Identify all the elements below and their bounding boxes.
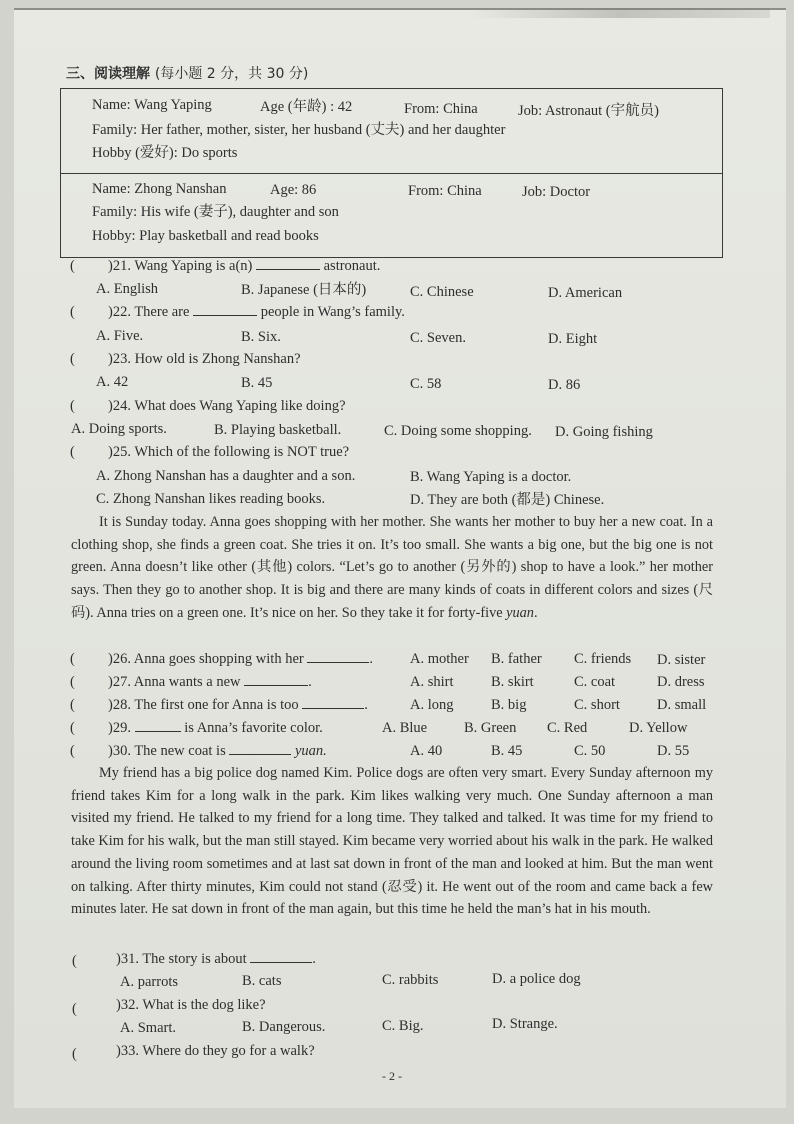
- profile-2-name: Name: Zhong Nanshan: [92, 181, 227, 197]
- q21-stem-text-end: astronaut.: [323, 258, 381, 274]
- q22-answer-paren[interactable]: (: [70, 304, 75, 320]
- q22-option-d[interactable]: D. Eight: [548, 331, 598, 347]
- section-title: 三、阅读理解: [66, 66, 150, 82]
- profile-1-family: Family: Her father, mother, sister, her husband (丈夫) and her daughter: [92, 122, 506, 138]
- q21-stem: [108, 256, 380, 276]
- passage-1-end: .: [533, 604, 538, 621]
- q29-option-c[interactable]: C. Red: [547, 720, 588, 736]
- q28-stem-end: .: [364, 697, 368, 713]
- q28-option-c[interactable]: C. short: [574, 697, 620, 713]
- reading-passage-1: [71, 511, 713, 625]
- q31-blank[interactable]: [250, 949, 312, 963]
- q25-option-d[interactable]: D. They are both (都是) Chinese.: [410, 492, 605, 508]
- q31-option-b[interactable]: B. cats: [242, 973, 282, 989]
- passage-2-paragraph: My friend has a big police dog named Kim. Police dogs are often very smart. Every Sunday afternoon my friend takes Kim for a long walk in the park. Kim likes walking very much. One Sunday afternoon a man visited my friend. He talked to my friend for a long time. They talked and talked. It was time for my friend to take Kim for his walk, but the man still stayed. Kim became very worried about his walk in the park. He walked around the living room sometimes and at last sat down in front of the man and looked at him. But the man went on talking. After thirty minutes, Kim could not stand (忍受) it. He went out of the room and came back a few minutes later. He sat down in front of the man again, but this time he held the man’s hat in his mouth.: [71, 765, 713, 918]
- q27-stem-end: .: [308, 674, 312, 690]
- q30-option-c[interactable]: C. 50: [574, 743, 606, 759]
- profile-1-job: Job: Astronaut (宇航员): [518, 103, 659, 119]
- q26-answer-paren[interactable]: (: [70, 651, 75, 667]
- q24-option-d[interactable]: D. Going fishing: [555, 424, 653, 440]
- q30-blank[interactable]: [229, 741, 291, 755]
- q26-stem-text: )26. Anna goes shopping with her: [108, 651, 304, 667]
- section-note: (每小题 2 分，共 30 分): [154, 66, 309, 82]
- q32-option-d[interactable]: D. Strange.: [492, 1016, 558, 1032]
- q24-option-c[interactable]: C. Doing some shopping.: [384, 423, 532, 439]
- q22-blank[interactable]: [193, 302, 257, 316]
- profile-1-name: Name: Wang Yaping: [92, 97, 212, 113]
- q23-stem: )23. How old is Zhong Nanshan?: [108, 351, 301, 367]
- q32-answer-paren[interactable]: (: [72, 1001, 77, 1017]
- q30-option-a[interactable]: A. 40: [410, 743, 443, 759]
- q33-answer-paren[interactable]: (: [72, 1046, 77, 1062]
- q25-answer-paren[interactable]: (: [70, 444, 75, 460]
- q30-answer-paren[interactable]: (: [70, 743, 75, 759]
- q27-option-b[interactable]: B. skirt: [491, 674, 534, 690]
- q26-option-c[interactable]: C. friends: [574, 651, 632, 667]
- q25-option-c[interactable]: C. Zhong Nanshan likes reading books.: [96, 491, 326, 507]
- q30-stem-text: )30. The new coat is: [108, 743, 226, 759]
- q25-option-a[interactable]: A. Zhong Nanshan has a daughter and a son.: [96, 468, 356, 484]
- q24-stem: )24. What does Wang Yaping like doing?: [108, 398, 346, 414]
- profile-2-from: From: China: [408, 183, 482, 199]
- q26-stem-end: .: [369, 651, 373, 667]
- q30-stem: [108, 741, 327, 761]
- q29-option-b[interactable]: B. Green: [464, 720, 517, 736]
- q32-option-b[interactable]: B. Dangerous.: [242, 1019, 326, 1035]
- q23-option-c[interactable]: C. 58: [410, 376, 442, 392]
- q22-option-c[interactable]: C. Seven.: [410, 330, 466, 346]
- q30-option-d[interactable]: D. 55: [657, 743, 690, 759]
- q31-option-d[interactable]: D. a police dog: [492, 971, 581, 987]
- q27-blank[interactable]: [244, 672, 308, 686]
- q21-option-c[interactable]: C. Chinese: [410, 284, 474, 300]
- q28-stem: [108, 695, 368, 715]
- q29-blank[interactable]: [135, 718, 181, 732]
- q26-option-d[interactable]: D. sister: [657, 652, 706, 668]
- q31-stem-text: )31. The story is about: [116, 951, 247, 967]
- q27-answer-paren[interactable]: (: [70, 674, 75, 690]
- profile-1-from: From: China: [404, 101, 478, 117]
- q28-stem-text: )28. The first one for Anna is too: [108, 697, 299, 713]
- q21-answer-paren[interactable]: (: [70, 258, 75, 274]
- reading-passage-2: [71, 762, 713, 921]
- q22-option-b[interactable]: B. Six.: [241, 329, 281, 345]
- q28-blank[interactable]: [302, 695, 364, 709]
- q27-stem-text: )27. Anna wants a new: [108, 674, 241, 690]
- q27-option-d[interactable]: D. dress: [657, 674, 705, 690]
- profile-1-hobby: Hobby (爱好): Do sports: [92, 145, 238, 161]
- section-heading: [66, 64, 308, 84]
- profile-2-family: Family: His wife (妻子), daughter and son: [92, 204, 339, 220]
- profile-2-hobby: Hobby: Play basketball and read books: [92, 228, 319, 244]
- q23-option-d[interactable]: D. 86: [548, 377, 581, 393]
- passage-1-currency: yuan: [506, 604, 534, 621]
- q29-stem-text: )29.: [108, 720, 131, 736]
- q27-option-a[interactable]: A. shirt: [410, 674, 454, 690]
- profile-divider: [61, 173, 722, 174]
- profile-2-job: Job: Doctor: [522, 184, 591, 200]
- q27-option-c[interactable]: C. coat: [574, 674, 616, 690]
- q24-answer-paren[interactable]: (: [70, 398, 75, 414]
- q22-stem-text-end: people in Wang’s family.: [260, 304, 405, 320]
- q21-option-d[interactable]: D. American: [548, 285, 623, 301]
- q26-option-b[interactable]: B. father: [491, 651, 542, 667]
- profile-1-age: Age (年龄) : 42: [260, 99, 353, 115]
- q28-option-b[interactable]: B. big: [491, 697, 527, 713]
- q28-answer-paren[interactable]: (: [70, 697, 75, 713]
- q22-stem: [108, 302, 405, 322]
- q29-stem-end: is Anna’s favorite color.: [184, 720, 323, 736]
- q33-stem: )33. Where do they go for a walk?: [116, 1043, 315, 1059]
- profile-2-age: Age: 86: [270, 182, 317, 198]
- q32-option-c[interactable]: C. Big.: [382, 1018, 424, 1034]
- q29-option-d[interactable]: D. Yellow: [629, 720, 688, 736]
- q28-option-a[interactable]: A. long: [410, 697, 454, 713]
- q21-stem-text: )21. Wang Yaping is a(n): [108, 258, 253, 274]
- passage-1-paragraph: [71, 511, 713, 625]
- q31-stem: [116, 949, 316, 969]
- q22-option-a[interactable]: A. Five.: [96, 328, 144, 344]
- q30-stem-currency: yuan.: [294, 743, 327, 759]
- q26-stem: [108, 649, 373, 669]
- q29-option-a[interactable]: A. Blue: [382, 720, 428, 736]
- q25-option-b[interactable]: B. Wang Yaping is a doctor.: [410, 469, 572, 485]
- q32-stem: )32. What is the dog like?: [116, 997, 266, 1013]
- q31-option-a[interactable]: A. parrots: [120, 974, 178, 990]
- q29-answer-paren[interactable]: (: [70, 720, 75, 736]
- q22-stem-text: )22. There are: [108, 304, 190, 320]
- q21-blank[interactable]: [256, 256, 320, 270]
- q21-option-a[interactable]: A. English: [96, 281, 159, 297]
- q24-option-b[interactable]: B. Playing basketball.: [214, 422, 342, 438]
- q23-option-a[interactable]: A. 42: [96, 374, 129, 390]
- q25-stem: )25. Which of the following is NOT true?: [108, 444, 350, 460]
- q27-stem: [108, 672, 312, 692]
- q31-stem-end: .: [312, 951, 316, 967]
- q26-option-a[interactable]: A. mother: [410, 651, 469, 667]
- q29-stem: [108, 718, 323, 738]
- q28-option-d[interactable]: D. small: [657, 697, 707, 713]
- q21-option-b[interactable]: B. Japanese (日本的): [241, 282, 367, 298]
- q24-option-a[interactable]: A. Doing sports.: [71, 421, 167, 437]
- passage-1-text: It is Sunday today. Anna goes shopping with her mother. She wants her mother to buy her a new coat. In a clothing shop, she finds a green coat. She tries it on. It’s too small. She wants a big one, but the big one is not green. Anna doesn’t like other (其他) colors. “Let’s go to another (另外的) shop to have a look.” her mother says. Then they go to another shop. It is big and there are many kinds of coats in different colors and sizes (尺码). Anna tries on a green one. It’s nice on her. So they take it for forty-five: [71, 514, 713, 621]
- q30-option-b[interactable]: B. 45: [491, 743, 523, 759]
- q23-answer-paren[interactable]: (: [70, 351, 75, 367]
- q26-blank[interactable]: [307, 649, 369, 663]
- q32-option-a[interactable]: A. Smart.: [120, 1020, 176, 1036]
- page-number: - 2 -: [382, 1069, 402, 1083]
- q23-option-b[interactable]: B. 45: [241, 375, 273, 391]
- q31-option-c[interactable]: C. rabbits: [382, 972, 439, 988]
- q31-answer-paren[interactable]: (: [72, 953, 77, 969]
